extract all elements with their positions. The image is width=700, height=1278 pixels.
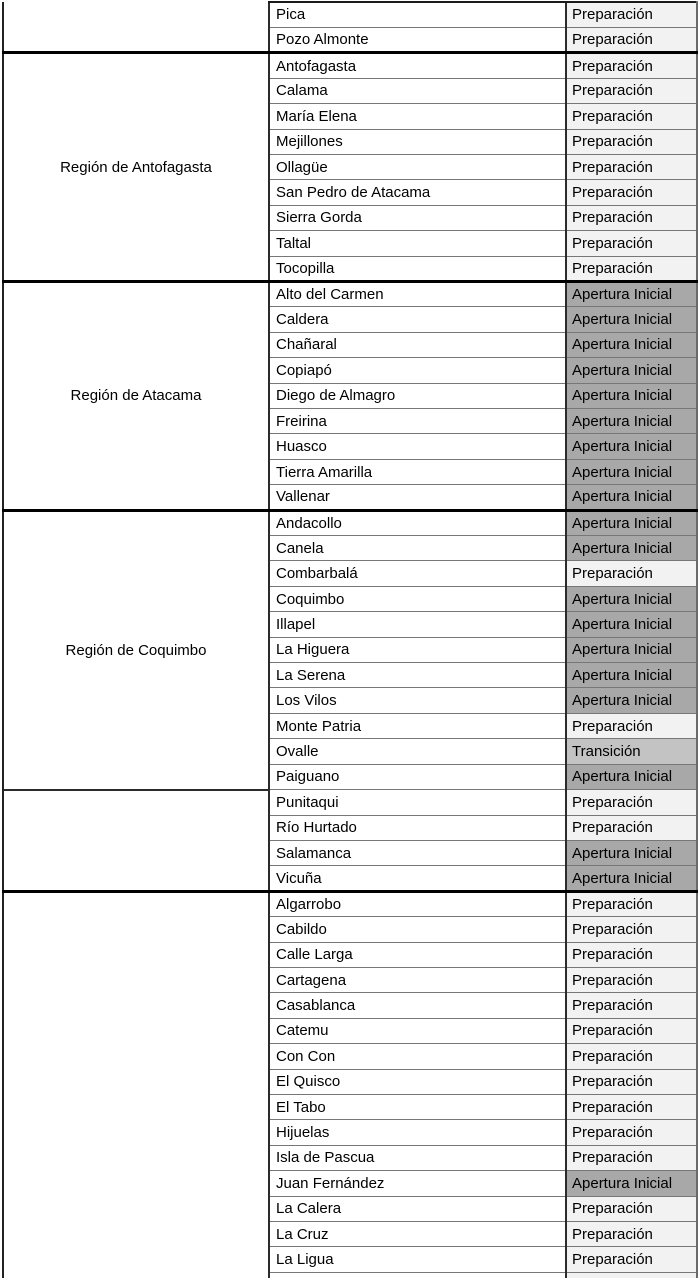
status-cell: Apertura Inicial bbox=[566, 332, 697, 357]
status-cell: Preparación bbox=[566, 790, 697, 815]
region-cell: Región de Antofagasta bbox=[3, 53, 269, 282]
status-cell: Apertura Inicial bbox=[566, 764, 697, 789]
region-cell bbox=[3, 2, 269, 53]
status-cell: Preparación bbox=[566, 1094, 697, 1119]
region-cell bbox=[3, 790, 269, 892]
commune-cell: María Elena bbox=[269, 104, 566, 129]
commune-cell: Hijuelas bbox=[269, 1120, 566, 1145]
status-cell: Preparación bbox=[566, 129, 697, 154]
commune-cell: Juan Fernández bbox=[269, 1171, 566, 1196]
status-cell: Apertura Inicial bbox=[566, 612, 697, 637]
commune-cell: La Calera bbox=[269, 1196, 566, 1221]
commune-cell: Alto del Carmen bbox=[269, 281, 566, 306]
commune-cell: Tocopilla bbox=[269, 256, 566, 281]
status-cell: Preparación bbox=[566, 967, 697, 992]
status-cell: Preparación bbox=[566, 180, 697, 205]
commune-cell: Caldera bbox=[269, 307, 566, 332]
commune-cell: Calama bbox=[269, 78, 566, 103]
commune-cell: San Pedro de Atacama bbox=[269, 180, 566, 205]
table-row bbox=[3, 790, 697, 815]
status-cell: Preparación bbox=[566, 1222, 697, 1247]
status-cell: Preparación bbox=[566, 1196, 697, 1221]
commune-cell: Salamanca bbox=[269, 840, 566, 865]
commune-cell: Casablanca bbox=[269, 993, 566, 1018]
commune-cell: Freirina bbox=[269, 409, 566, 434]
status-cell: Apertura Inicial bbox=[566, 307, 697, 332]
status-cell: Preparación bbox=[566, 1018, 697, 1043]
commune-cell: Paiguano bbox=[269, 764, 566, 789]
status-cell: Apertura Inicial bbox=[566, 434, 697, 459]
status-cell: Preparación bbox=[566, 104, 697, 129]
status-cell bbox=[566, 1272, 697, 1278]
status-cell: Preparación bbox=[566, 917, 697, 942]
region-cell: Región de Coquimbo bbox=[3, 510, 269, 789]
commune-cell: El Tabo bbox=[269, 1094, 566, 1119]
status-cell: Preparación bbox=[566, 561, 697, 586]
status-cell: Preparación bbox=[566, 78, 697, 103]
commune-cell: La Cruz bbox=[269, 1222, 566, 1247]
commune-cell: Ollagüe bbox=[269, 154, 566, 179]
commune-cell: Diego de Almagro bbox=[269, 383, 566, 408]
status-cell: Apertura Inicial bbox=[566, 637, 697, 662]
status-cell: Apertura Inicial bbox=[566, 840, 697, 865]
table-row bbox=[3, 281, 697, 306]
region-cell: Región de Atacama bbox=[3, 281, 269, 510]
status-cell: Apertura Inicial bbox=[566, 459, 697, 484]
status-cell: Preparación bbox=[566, 53, 697, 78]
commune-cell: Río Hurtado bbox=[269, 815, 566, 840]
status-cell: Preparación bbox=[566, 256, 697, 281]
region-cell bbox=[3, 891, 269, 1278]
status-cell: Preparación bbox=[566, 1120, 697, 1145]
status-cell: Preparación bbox=[566, 2, 697, 27]
commune-cell: La Higuera bbox=[269, 637, 566, 662]
commune-cell: Chañaral bbox=[269, 332, 566, 357]
status-cell: Preparación bbox=[566, 942, 697, 967]
status-cell: Preparación bbox=[566, 27, 697, 52]
commune-cell: El Quisco bbox=[269, 1069, 566, 1094]
commune-cell: Algarrobo bbox=[269, 891, 566, 916]
commune-cell: La Serena bbox=[269, 663, 566, 688]
commune-cell: Combarbalá bbox=[269, 561, 566, 586]
table-row bbox=[3, 53, 697, 78]
commune-cell: Vicuña bbox=[269, 866, 566, 891]
status-cell: Apertura Inicial bbox=[566, 663, 697, 688]
commune-cell: Illapel bbox=[269, 612, 566, 637]
commune-cell: Ovalle bbox=[269, 739, 566, 764]
table-row bbox=[3, 2, 697, 27]
status-cell: Apertura Inicial bbox=[566, 358, 697, 383]
status-cell: Apertura Inicial bbox=[566, 1171, 697, 1196]
status-cell: Preparación bbox=[566, 205, 697, 230]
commune-cell: Andacollo bbox=[269, 510, 566, 535]
status-cell: Preparación bbox=[566, 993, 697, 1018]
commune-cell: La Ligua bbox=[269, 1247, 566, 1272]
table-body bbox=[3, 2, 697, 1278]
status-cell: Preparación bbox=[566, 154, 697, 179]
commune-cell bbox=[269, 1272, 566, 1278]
commune-cell: Isla de Pascua bbox=[269, 1145, 566, 1170]
commune-cell: Vallenar bbox=[269, 485, 566, 510]
commune-cell: Catemu bbox=[269, 1018, 566, 1043]
commune-cell: Punitaqui bbox=[269, 790, 566, 815]
status-cell: Apertura Inicial bbox=[566, 409, 697, 434]
communes-status-table bbox=[2, 1, 698, 1278]
commune-cell: Los Vilos bbox=[269, 688, 566, 713]
commune-cell: Taltal bbox=[269, 231, 566, 256]
status-cell: Apertura Inicial bbox=[566, 383, 697, 408]
status-cell: Apertura Inicial bbox=[566, 866, 697, 891]
commune-cell: Mejillones bbox=[269, 129, 566, 154]
status-cell: Preparación bbox=[566, 713, 697, 738]
status-cell: Apertura Inicial bbox=[566, 688, 697, 713]
status-cell: Apertura Inicial bbox=[566, 485, 697, 510]
status-cell: Transición bbox=[566, 739, 697, 764]
commune-cell: Cartagena bbox=[269, 967, 566, 992]
commune-cell: Coquimbo bbox=[269, 586, 566, 611]
status-cell: Preparación bbox=[566, 1247, 697, 1272]
table-row bbox=[3, 891, 697, 916]
status-cell: Preparación bbox=[566, 1145, 697, 1170]
commune-cell: Con Con bbox=[269, 1044, 566, 1069]
commune-cell: Tierra Amarilla bbox=[269, 459, 566, 484]
status-cell: Preparación bbox=[566, 815, 697, 840]
commune-cell: Pica bbox=[269, 2, 566, 27]
commune-cell: Pozo Almonte bbox=[269, 27, 566, 52]
status-cell: Apertura Inicial bbox=[566, 510, 697, 535]
commune-cell: Copiapó bbox=[269, 358, 566, 383]
table-row bbox=[3, 510, 697, 535]
status-cell: Preparación bbox=[566, 1044, 697, 1069]
commune-cell: Canela bbox=[269, 536, 566, 561]
commune-cell: Antofagasta bbox=[269, 53, 566, 78]
commune-cell: Cabildo bbox=[269, 917, 566, 942]
commune-cell: Calle Larga bbox=[269, 942, 566, 967]
commune-cell: Monte Patria bbox=[269, 713, 566, 738]
status-cell: Preparación bbox=[566, 891, 697, 916]
status-cell: Preparación bbox=[566, 1069, 697, 1094]
status-cell: Apertura Inicial bbox=[566, 586, 697, 611]
status-cell: Preparación bbox=[566, 231, 697, 256]
commune-cell: Sierra Gorda bbox=[269, 205, 566, 230]
status-cell: Apertura Inicial bbox=[566, 536, 697, 561]
status-cell: Apertura Inicial bbox=[566, 281, 697, 306]
commune-cell: Huasco bbox=[269, 434, 566, 459]
